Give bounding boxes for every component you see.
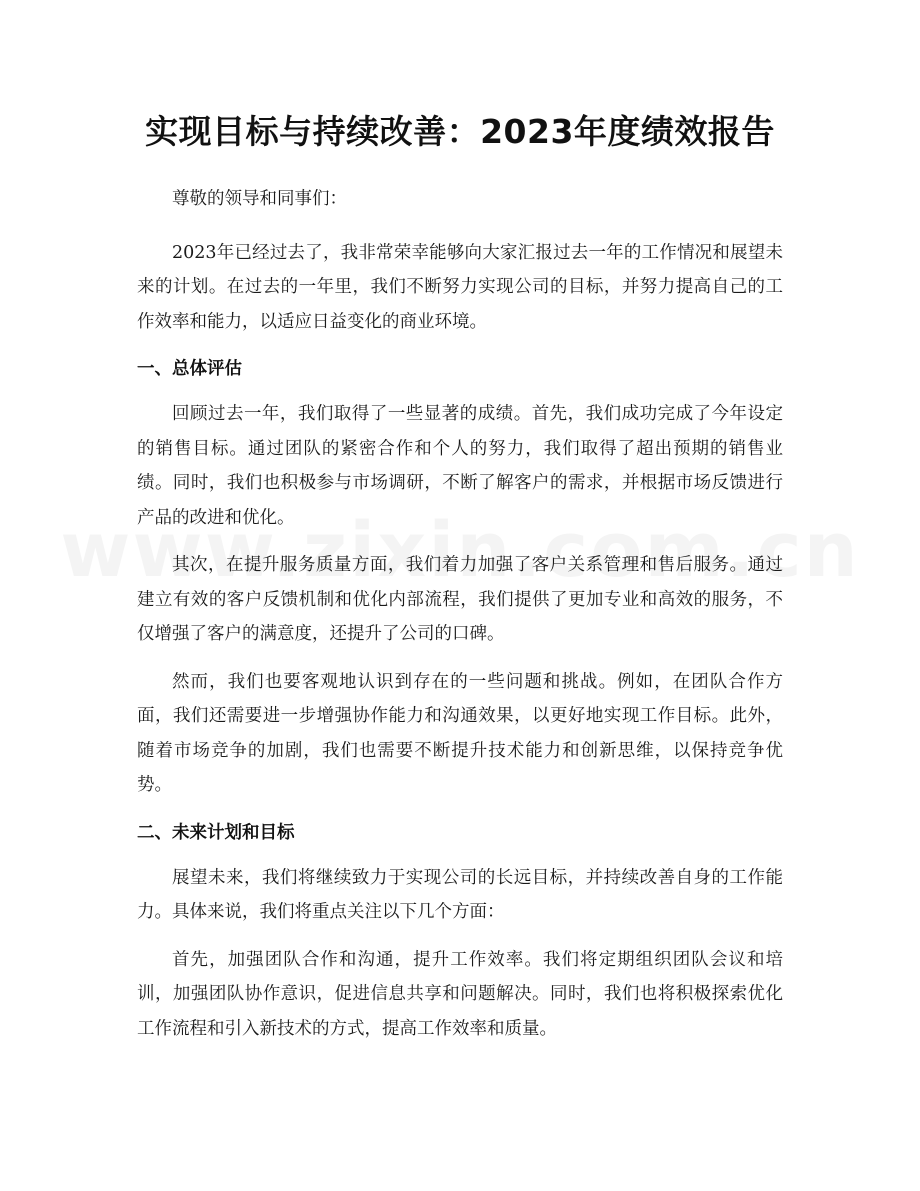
salutation: 尊敬的领导和同事们： bbox=[172, 189, 347, 209]
paragraph: 展望未来，我们将继续致力于实现公司的长远目标，并持续改善自身的工作能力。具体来说，我们将重点关注以下几个方面： bbox=[137, 867, 783, 922]
paragraph: 其次，在提升服务质量方面，我们着力加强了客户关系管理和售后服务。通过建立有效的客户反馈机制和优化内部流程，我们提供了更加专业和高效的服务，不仅增强了客户的满意度，还提升了公司的口碑。 bbox=[137, 555, 783, 644]
paragraph: 首先，加强团队合作和沟通，提升工作效率。我们将定期组织团队会议和培训，加强团队协作意识，促进信息共享和问题解决。同时，我们也将积极探索优化工作流程和引入新技术的方式，提高工作效率和质量。 bbox=[137, 949, 783, 1039]
section-heading-assessment: 一、总体评估 bbox=[137, 359, 242, 379]
document-title: 实现目标与持续改善：2023年度绩效报告 bbox=[145, 112, 775, 151]
paragraph: 回顾过去一年，我们取得了一些显著的成绩。首先，我们成功完成了今年设定的销售目标。通过团队的紧密合作和个人的努力，我们取得了超出预期的销售业绩。同时，我们也积极参与市场调研，不断了解客户的需求，并根据市场反馈进行产品的改进和优化。 bbox=[137, 404, 783, 528]
intro-paragraph: 2023年已经过去了，我非常荣幸能够向大家汇报过去一年的工作情况和展望未来的计划。在过去的一年里，我们不断努力实现公司的目标，并努力提高自己的工作效率和能力，以适应日益变化的商业环境。 bbox=[137, 242, 783, 332]
section-heading-future-plans: 二、未来计划和目标 bbox=[137, 822, 295, 843]
document-body bbox=[137, 182, 783, 1059]
paragraph: 然而，我们也要客观地认识到存在的一些问题和挑战。例如，在团队合作方面，我们还需要进一步增强协作能力和沟通效果，以更好地实现工作目标。此外，随着市场竞争的加剧，我们也需要不断提升技术能力和创新思维，以保持竞争优势。 bbox=[137, 671, 783, 795]
